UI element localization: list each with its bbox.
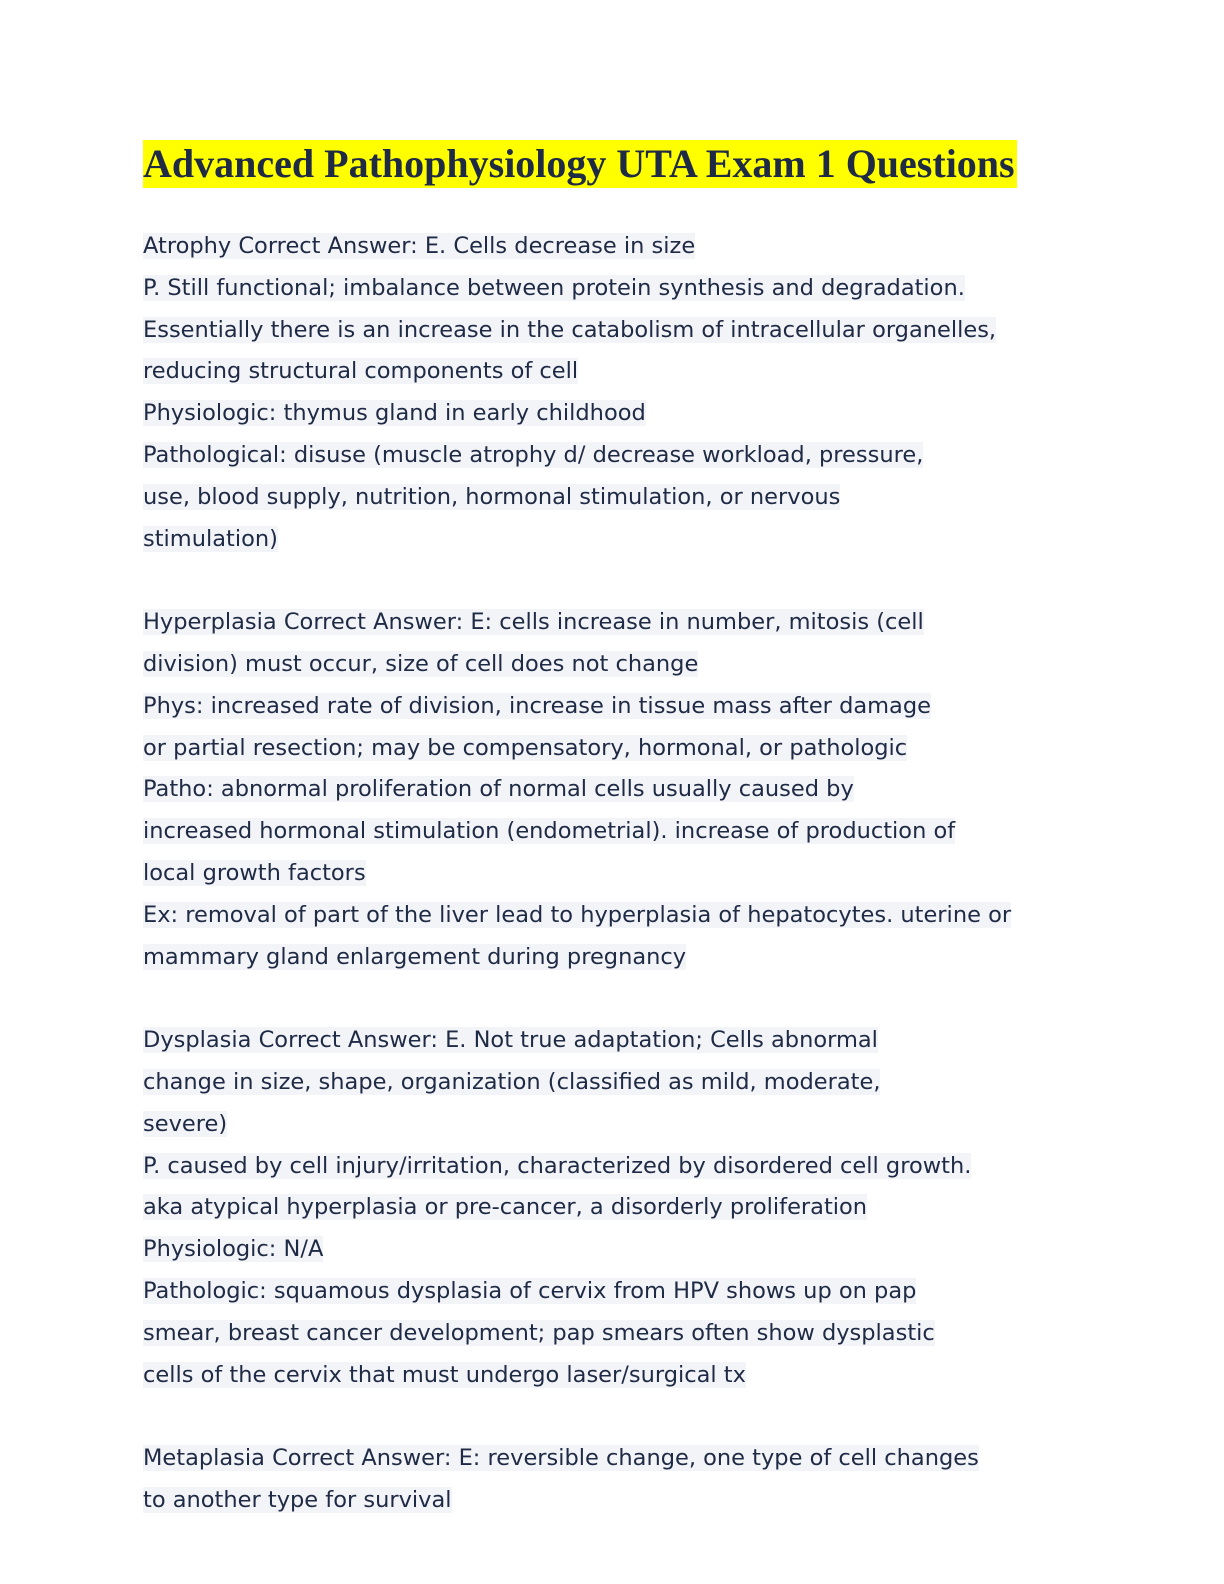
text-line: Ex: removal of part of the liver lead to hyperplasia of hepatocytes. uterine or — [143, 901, 1012, 928]
text-line: increased hormonal stimulation (endometrial). increase of production of — [143, 818, 956, 845]
question-block-hyperplasia — [143, 602, 1083, 978]
text-line: Phys: increased rate of division, increase in tissue mass after damage — [143, 692, 931, 719]
text-line: Essentially there is an increase in the catabolism of intracellular organelles, — [143, 316, 997, 343]
text-line: Metaplasia Correct Answer: E: reversible change, one type of cell changes — [143, 1445, 979, 1472]
text-line: Pathological: disuse (muscle atrophy d/ decrease workload, pressure, — [143, 441, 924, 468]
text-line: Hyperplasia Correct Answer: E: cells increase in number, mitosis (cell — [143, 609, 924, 636]
text-line: smear, breast cancer development; pap smears often show dysplastic — [143, 1319, 935, 1346]
text-line: mammary gland enlargement during pregnancy — [143, 943, 687, 970]
text-line: cells of the cervix that must undergo laser/surgical tx — [143, 1361, 746, 1388]
text-line: reducing structural components of cell — [143, 358, 579, 385]
text-line: Atrophy Correct Answer: E. Cells decrease in size — [143, 233, 696, 259]
document-body — [143, 140, 1083, 1564]
text-line: division) must occur, size of cell does not change — [143, 650, 699, 677]
question-block-metaplasia — [143, 1438, 1083, 1522]
text-line: use, blood supply, nutrition, hormonal stimulation, or nervous — [143, 483, 841, 510]
text-line: P. caused by cell injury/irritation, characterized by disordered cell growth. — [143, 1152, 972, 1179]
text-line: Dysplasia Correct Answer: E. Not true adaptation; Cells abnormal — [143, 1027, 878, 1054]
text-line: change in size, shape, organization (classified as mild, moderate, — [143, 1068, 881, 1095]
text-line: P. Still functional; imbalance between protein synthesis and degradation. — [143, 274, 965, 301]
question-list — [143, 226, 1083, 1522]
text-line: Physiologic: N/A — [143, 1236, 324, 1263]
text-line: local growth factors — [143, 859, 366, 886]
text-line: stimulation) — [143, 525, 278, 552]
text-line: Pathologic: squamous dysplasia of cervix from HPV shows up on pap — [143, 1277, 917, 1304]
text-line: to another type for survival — [143, 1486, 452, 1513]
question-block-atrophy — [143, 226, 1083, 560]
document-title: Advanced Pathophysiology UTA Exam 1 Questions — [143, 141, 1015, 186]
text-line: Physiologic: thymus gland in early childhood — [143, 400, 646, 427]
question-block-dysplasia — [143, 1020, 1083, 1396]
text-line: or partial resection; may be compensatory, hormonal, or pathologic — [143, 734, 908, 761]
text-line: Patho: abnormal proliferation of normal cells usually caused by — [143, 776, 854, 803]
text-line: aka atypical hyperplasia or pre-cancer, a disorderly proliferation — [143, 1194, 868, 1221]
text-line: severe) — [143, 1110, 228, 1137]
